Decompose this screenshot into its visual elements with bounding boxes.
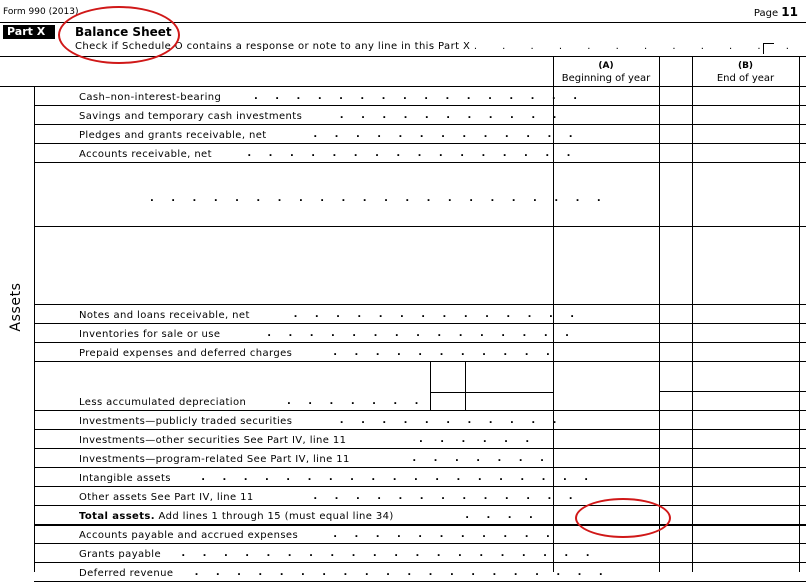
balance-sheet-highlight-circle <box>58 6 180 64</box>
total-assets-highlight-circle <box>575 498 671 538</box>
leader-dots: . . . . . . . . . . . <box>333 347 557 358</box>
line-description: Notes and loans receivable, net <box>79 310 250 321</box>
part-title: Balance Sheet <box>75 25 172 39</box>
page-word: Page <box>753 8 779 19</box>
line-description: Savings and temporary cash investments <box>79 111 303 122</box>
row-rule <box>34 304 806 305</box>
leader-dots: . . . . . . . <box>287 396 426 407</box>
part-tag: Part X <box>3 25 55 39</box>
col-b-right-rule <box>799 56 800 572</box>
leader-dots: . . . . . . . . . . . . . . . <box>267 328 576 339</box>
schedule-o-note: Check if Schedule O contains a response or note to any line in this Part X . . . . . . . . . . . . <box>75 41 800 52</box>
leader-dots: . . . . . . . . . . . . . . . . . . . <box>201 472 596 483</box>
leader-dots: . . . . . . . . . . . <box>339 415 564 426</box>
col-b-left-rule <box>692 56 693 572</box>
line-description: Accounts receivable, net <box>79 149 212 160</box>
assets-side-label: Assets <box>8 282 24 332</box>
line-description: Grants payable <box>79 549 162 560</box>
leader-dots: . . . . . . . . . . . . . . . . . . . . <box>194 567 610 578</box>
row-rule <box>34 524 806 526</box>
row-rule <box>34 124 806 125</box>
page-number: 11 <box>781 5 798 19</box>
row-rule <box>34 323 806 324</box>
row-rule <box>34 429 806 430</box>
leader-dots: . . . . . . . . . . . . . . . . . . . . . . <box>150 193 608 204</box>
line-description: Investments—publicly traded securities <box>79 416 293 427</box>
line-description: Investments—other securities See Part IV, line 11 <box>79 435 347 446</box>
leader-dots: . . . . . . . . . . . . . . <box>293 309 582 320</box>
line-description <box>79 510 394 523</box>
leader-dots: . . . . . . . . . . . <box>333 529 557 540</box>
line-description: Deferred revenue <box>79 568 174 579</box>
col-b-letter: (B) <box>737 61 754 71</box>
leader-dots: . . . . . . . . . . . . . . . . . . . . <box>181 548 597 559</box>
line-description: Other assets See Part IV, line 11 <box>79 492 254 503</box>
col-b-label: End of year <box>716 73 775 84</box>
col-a-right-rule <box>659 56 660 572</box>
row-rule <box>34 143 806 144</box>
row-rule <box>34 361 806 362</box>
row-rule <box>34 162 806 163</box>
schedule-o-checkbox[interactable] <box>763 43 774 54</box>
row-rule <box>34 105 806 106</box>
row-rule <box>34 543 806 544</box>
leader-dots: . . . . . . . . . . . . . <box>313 129 580 140</box>
line-description: Intangible assets <box>79 473 171 484</box>
leader-dots: . . . . . . . . . . . . . . . . <box>247 148 578 159</box>
line-description: Prepaid expenses and deferred charges <box>79 348 293 359</box>
gutter-rule <box>34 86 35 572</box>
header-bottom-rule <box>0 86 806 87</box>
row-rule <box>34 226 806 227</box>
row-rule <box>34 467 806 468</box>
subbox-mid-hrule <box>430 392 553 393</box>
line-description: Cash–non-interest-bearing <box>79 92 222 103</box>
leader-dots: . . . . . . . <box>412 453 551 464</box>
leader-dots: . . . . <box>465 510 540 521</box>
leader-dots: . . . . . . . . . . . . . . . . <box>254 91 585 102</box>
col-a-label: Beginning of year <box>561 73 651 84</box>
leader-dots: . . . . . . . . . . . <box>339 110 564 121</box>
row-rule <box>34 562 806 563</box>
subbox-left-rule <box>430 362 431 411</box>
leader-dots: . . . . . . <box>419 434 537 445</box>
col-a-letter: (A) <box>598 61 614 71</box>
line-description-text: Add lines 1 through 15 (must equal line 34) <box>154 511 394 522</box>
form-label: Form 990 (2013) <box>3 7 79 17</box>
subbox-mid-rule <box>465 362 466 411</box>
page-label <box>754 5 798 19</box>
line-description: Accounts payable and accrued expenses <box>79 530 299 541</box>
row-rule <box>34 342 806 343</box>
leader-dots: . . . . . . . . . . . . . <box>313 491 580 502</box>
line-description: Less accumulated depreciation <box>79 397 247 408</box>
row-rule <box>34 505 806 506</box>
line-description: Inventories for sale or use <box>79 329 221 340</box>
line-description: Pledges and grants receivable, net <box>79 130 267 141</box>
row-rule <box>659 391 806 392</box>
line-description-bold: Total assets. <box>79 511 155 522</box>
row-rule <box>34 486 806 487</box>
row-rule <box>34 448 806 449</box>
line-description: Investments—program-related See Part IV, line 11 <box>79 454 350 465</box>
row-rule <box>34 410 806 411</box>
